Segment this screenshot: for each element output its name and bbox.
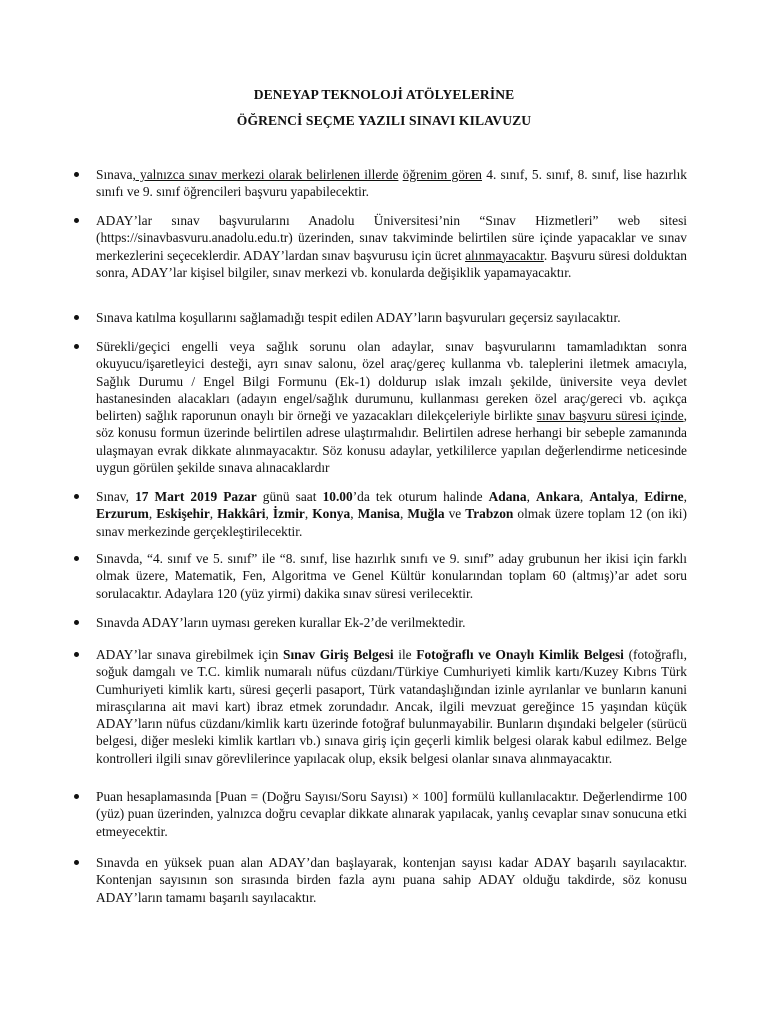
item-text: Puan hesaplamasında [Puan = (Doğru Sayısı/Soru Sayısı) × 100] formülü kullanılacaktır. Değerlendirme 100 (yüz) puan üzerinden, yalnızca doğru cevaplar dikkate alınarak yapılacak, yanlış cevaplar sınav sonucuna etki etmeyecektir. <box>96 789 687 839</box>
bullet-icon <box>74 315 79 320</box>
item-text: . Başvuru süresi dolduktan sonra, ADAY’lar kişisel bilgiler, sınav merkezi vb. konularda değişiklik yapamayacaktır. <box>96 247 688 280</box>
city-name: Eskişehir <box>156 506 210 522</box>
exam-time: 10.00 <box>322 489 353 504</box>
item-underlined-text: , yalnızca sınav merkezi olarak belirlenen illerde <box>132 167 399 182</box>
exam-date: 17 Mart 2019 Pazar <box>135 489 257 504</box>
city-name: Ankara <box>536 489 580 504</box>
bullet-icon <box>74 794 79 799</box>
city-name: Erzurum <box>96 506 149 522</box>
item-text: ADAY’lar sınava girebilmek için <box>96 647 284 662</box>
bullet-icon <box>74 652 79 657</box>
list-item <box>96 488 687 540</box>
item-text: Sınav, <box>96 489 136 504</box>
list-item <box>96 338 687 476</box>
city-name: Trabzon <box>465 506 514 522</box>
bullet-icon <box>74 172 79 177</box>
separator: , <box>683 489 687 504</box>
bullet-icon <box>74 494 79 499</box>
item-text: Sınavda en yüksek puan alan ADAY’dan başlayarak, kontenjan sayısı kadar ADAY başarılı sayılacaktır. Kontenjan sayısının son sırasında birden fazla aynı puana sahip ADAY olduğu takdirde, söz konusu ADAY’ların tamamı başarılı sayılacaktır. <box>96 855 687 905</box>
item-text: Sınavda, “4. sınıf ve 5. sınıf” ile “8. sınıf, lise hazırlık sınıfı ve 9. sınıf” aday grubunun her ikisi için farklı olmak üzere, Matematik, Fen, Algoritma ve Genel Kültür konularından toplam 60 (altmış)’ar adet soru sorulacaktır. Adaylara 120 (yüz yirmi) dakika sınav süresi verilecektir. <box>96 551 687 601</box>
item-text: , söz konusu formun üzerinde belirtilen adrese ulaştırmalıdır. Belirtilen adrese herhangi bir sebeple zamanında ulaşmayan evrak dikkate alınmayacaktır. Söz konusu adaylar, yetkililerce yapılan değerlendirme neticesinde uygun görülen şekilde sınava alınacaklardır <box>96 408 687 476</box>
list-item <box>96 788 687 840</box>
separator: , <box>526 489 537 504</box>
document-title-line-1: DENEYAP TEKNOLOJİ ATÖLYELERİNE <box>253 87 515 102</box>
bullet-icon <box>74 344 79 349</box>
city-name: Manisa <box>357 506 400 522</box>
item-underlined-text: alınmayacaktır <box>465 247 544 263</box>
separator: , <box>400 506 408 522</box>
list-item <box>96 309 687 326</box>
city-name: Hakkâri <box>217 506 266 522</box>
bullet-icon <box>74 860 79 865</box>
city-name: Adana <box>488 489 527 504</box>
item-underlined-text: sınav başvuru süresi içinde <box>536 408 684 424</box>
city-name: Muğla <box>407 506 445 522</box>
required-document: Sınav Giriş Belgesi <box>283 647 394 662</box>
bullet-icon <box>74 556 79 561</box>
item-text: (fotoğraflı, soğuk damgalı ve T.C. kimlik numaralı nüfus cüzdanı/Türkiye Cumhuriyeti kimlik kartı/Kuzey Kıbrıs Türk Cumhuriyeti kimlik kartı, süresi geçerli pasaport, Türk vatandaşlığından izinle ayrılanlar ve bunların kanuni mirasçılarına ait mavi kart) ibraz etmek zorundadır. Ancak, ilgili mevzuat gereğince 15 yaşından küçük ADAY’ların nüfus cüzdanı/kimlik kartı üzerinde fotoğraf bulunmayabilir. Bunların dışındaki belgeler (sürücü belgesi, diğer mesleki kimlik kartları vb.) sınava giriş için geçerli kimlik belgesi olarak kabul edilmez. Belge kontrolleri ilgili sınav görevlilerince yapılacak olup, eksik belgesi olanlar sınava alınmayacaktır. <box>96 647 687 766</box>
separator: , <box>265 506 273 522</box>
item-underlined-text: öğrenim gören <box>402 167 483 182</box>
required-document: Fotoğraflı ve Onaylı Kimlik Belgesi <box>416 647 624 662</box>
separator: , <box>304 506 313 522</box>
separator: , <box>148 506 157 522</box>
item-text: Sınava <box>96 167 133 182</box>
city-name: Antalya <box>589 489 635 504</box>
bullet-icon <box>74 620 79 625</box>
document-title-line-2: ÖĞRENCİ SEÇME YAZILI SINAVI KILAVUZU <box>236 113 532 128</box>
separator: , <box>579 489 590 504</box>
item-text: Sınavda ADAY’ların uyması gereken kurallar Ek-2’de verilmektedir. <box>96 615 466 630</box>
list-item <box>96 550 687 602</box>
separator: , <box>634 489 645 504</box>
separator: ve <box>444 506 466 522</box>
city-name: Konya <box>312 506 351 522</box>
separator: , <box>209 506 218 522</box>
item-text: Sürekli/geçici engelli veya sağlık sorunu olan adaylar, sınav başvurularını tamamladıktan sonra okuyucu/işaretleyici desteği, ayrı sınav salonu, özel araç/gereç kullanma vb. taleplerini iletmek amacıyla, Sağlık Durumu / Engel Bilgi Formunu (Ek-1) doldurup ıslak imzalı şekilde, üniversite veya devlet hastanesinden alacakları (adayın engel/sağlık durumunu, kullanması gereken özel araç/gereci vb. açıkça belirten) sağlık raporunun onaylı bir örneği ve yazacakları dilekçeleriyle birlikte <box>96 339 687 424</box>
item-text: Sınava katılma koşullarını sağlamadığı tespit edilen ADAY’ların başvuruları geçersiz sayılacaktır. <box>96 310 621 325</box>
list-item <box>96 614 687 631</box>
item-text: olmak üzere toplam 12 (on iki) sınav merkezinde gerçekleştirilecektir. <box>96 506 687 539</box>
list-item <box>96 646 687 767</box>
item-text: ile <box>393 647 417 662</box>
item-text: ADAY’lar sınav başvurularını Anadolu Üniversitesi’nin “Sınav Hizmetleri” web sitesi (https://sinavbasvuru.anadolu.edu.tr) üzerinden, sınav takviminde belirtilen süre içinde yapacaklar ve sınav merkezlerini seçeceklerdir. ADAY’lardan sınav başvurusu için ücret <box>96 213 687 263</box>
item-text: ’da tek oturum halinde <box>352 489 489 504</box>
list-item <box>96 854 687 906</box>
list-item <box>96 166 687 201</box>
item-text: 4. sınıf, 5. sınıf, 8. sınıf, lise hazırlık sınıfı ve 9. sınıf öğrencileri başvuru yapabilecektir. <box>96 167 687 200</box>
item-text: günü saat <box>256 489 323 504</box>
city-name: İzmir <box>272 506 305 522</box>
list-item <box>96 212 687 281</box>
separator: , <box>350 506 358 522</box>
bullet-icon <box>74 218 79 223</box>
city-name: Edirne <box>644 489 684 504</box>
